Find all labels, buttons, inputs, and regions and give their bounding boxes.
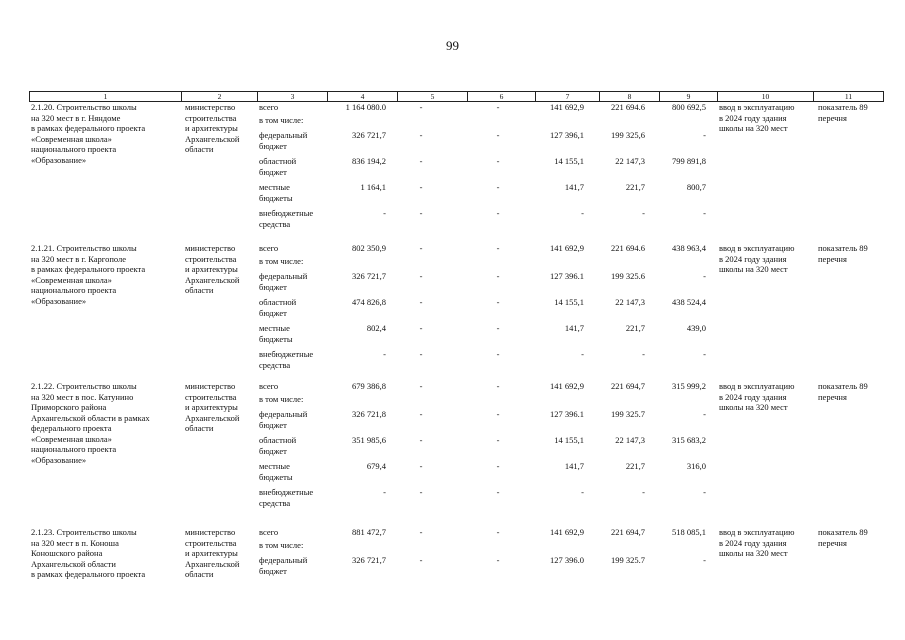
- amount-v9: -: [703, 349, 706, 359]
- entry-result: ввод в эксплуатацию в 2024 году здания школы на 320 мест: [719, 102, 795, 133]
- amount-v8: 199 325.7: [611, 409, 645, 419]
- amount-v9: 800 692,5: [672, 102, 706, 112]
- amount-v9: 315 683,2: [672, 435, 706, 445]
- amount-v8: 199 325.7: [611, 555, 645, 565]
- funding-source-label: федеральный бюджет: [259, 555, 308, 576]
- amount-v8: 22 147,3: [615, 156, 645, 166]
- funding-source-label: федеральный бюджет: [259, 271, 308, 292]
- amount-v4: 326 721,7: [352, 271, 386, 281]
- amount-v7: 127 396.1: [550, 271, 584, 281]
- funding-row: [0, 435, 905, 457]
- amount-v5: -: [419, 208, 423, 218]
- amount-v7: -: [581, 349, 584, 359]
- entry-indicator: показатель 89 перечня: [818, 102, 868, 123]
- amount-v7: 141,7: [564, 461, 584, 471]
- funding-source-label: в том числе:: [259, 256, 304, 266]
- amount-v9: -: [703, 271, 706, 281]
- funding-row: [0, 208, 905, 230]
- entry-indicator: показатель 89 перечня: [818, 527, 868, 548]
- amount-v5: -: [419, 527, 423, 537]
- amount-v5: -: [419, 381, 423, 391]
- amount-v6: -: [496, 381, 500, 391]
- amount-v4: 474 826,8: [352, 297, 386, 307]
- amount-v4: 802 350,9: [352, 243, 386, 253]
- funding-source-label: всего: [259, 527, 279, 537]
- amount-v9: 800,7: [686, 182, 706, 192]
- amount-v8: -: [642, 208, 645, 218]
- amount-v5: -: [419, 297, 423, 307]
- amount-v6: -: [496, 243, 500, 253]
- amount-v6: -: [496, 297, 500, 307]
- amount-v8: 221,7: [625, 323, 645, 333]
- amount-v6: -: [496, 208, 500, 218]
- entry-result: ввод в эксплуатацию в 2024 году здания школы на 320 мест: [719, 381, 795, 412]
- funding-source-label: в том числе:: [259, 115, 304, 125]
- amount-v5: -: [419, 409, 423, 419]
- funding-source-label: областной бюджет: [259, 156, 297, 177]
- entry-executor: министерство строительства и архитектуры Архангельской области: [185, 527, 240, 579]
- header-col-8: 8: [600, 92, 660, 101]
- amount-v7: 141 692,9: [550, 102, 584, 112]
- header-col-9: 9: [660, 92, 718, 101]
- funding-source-label: всего: [259, 243, 279, 253]
- amount-v8: 221,7: [625, 461, 645, 471]
- funding-source-label: местные бюджеты: [259, 182, 293, 203]
- amount-v4: 1 164,1: [360, 182, 386, 192]
- amount-v5: -: [419, 487, 423, 497]
- table-header-row: [29, 91, 884, 102]
- amount-v4: 836 194,2: [352, 156, 386, 166]
- amount-v4: 881 472,7: [352, 527, 386, 537]
- amount-v7: 14 155,1: [554, 435, 584, 445]
- amount-v4: 326 721,7: [352, 555, 386, 565]
- funding-row: [0, 349, 905, 371]
- funding-source-label: внебюджетные средства: [259, 208, 314, 229]
- funding-source-label: областной бюджет: [259, 297, 297, 318]
- amount-v8: 199 325.6: [611, 271, 645, 281]
- funding-source-label: всего: [259, 381, 279, 391]
- amount-v8: 22 147,3: [615, 297, 645, 307]
- amount-v6: -: [496, 409, 500, 419]
- funding-row: [0, 323, 905, 345]
- amount-v6: -: [496, 182, 500, 192]
- amount-v4: 326 721,8: [352, 409, 386, 419]
- header-col-7: 7: [536, 92, 600, 101]
- amount-v8: 221 694,7: [611, 527, 645, 537]
- entry-indicator: показатель 89 перечня: [818, 243, 868, 264]
- amount-v8: -: [642, 349, 645, 359]
- amount-v9: 439,0: [686, 323, 706, 333]
- amount-v5: -: [419, 461, 423, 471]
- entry-executor: министерство строительства и архитектуры Архангельской области: [185, 243, 240, 295]
- funding-row: [0, 297, 905, 319]
- amount-v6: -: [496, 349, 500, 359]
- amount-v6: -: [496, 435, 500, 445]
- funding-row: [0, 271, 905, 293]
- amount-v7: 127 396.0: [550, 555, 584, 565]
- funding-row: [0, 461, 905, 483]
- amount-v4: -: [383, 208, 386, 218]
- amount-v4: -: [383, 349, 386, 359]
- funding-source-label: местные бюджеты: [259, 461, 293, 482]
- funding-source-label: всего: [259, 102, 279, 112]
- amount-v5: -: [419, 271, 423, 281]
- funding-source-label: федеральный бюджет: [259, 130, 308, 151]
- amount-v6: -: [496, 527, 500, 537]
- amount-v7: 141 692,9: [550, 527, 584, 537]
- amount-v9: -: [703, 409, 706, 419]
- header-col-4: 4: [328, 92, 398, 101]
- header-col-1: 1: [30, 92, 182, 101]
- amount-v7: 141,7: [564, 323, 584, 333]
- amount-v7: -: [581, 487, 584, 497]
- amount-v6: -: [496, 156, 500, 166]
- funding-row: [0, 487, 905, 509]
- amount-v7: -: [581, 208, 584, 218]
- amount-v9: -: [703, 208, 706, 218]
- funding-row: [0, 130, 905, 152]
- funding-source-label: федеральный бюджет: [259, 409, 308, 430]
- amount-v7: 127 396.1: [550, 409, 584, 419]
- entry-executor: министерство строительства и архитектуры Архангельской области: [185, 102, 240, 154]
- amount-v5: -: [419, 130, 423, 140]
- amount-v6: -: [496, 555, 500, 565]
- amount-v8: 221 694.6: [611, 102, 645, 112]
- amount-v9: -: [703, 555, 706, 565]
- funding-source-label: областной бюджет: [259, 435, 297, 456]
- entry-description: 2.1.22. Строительство школы на 320 мест в пос. Катунино Приморского района Архангельской области в рамках федерального проекта «Современная школа» национального проекта «Образование»: [31, 381, 150, 465]
- amount-v6: -: [496, 487, 500, 497]
- amount-v7: 141,7: [564, 182, 584, 192]
- amount-v9: 799 891,8: [672, 156, 706, 166]
- header-col-6: 6: [468, 92, 536, 101]
- amount-v9: -: [703, 130, 706, 140]
- funding-source-label: внебюджетные средства: [259, 349, 314, 370]
- amount-v4: 326 721,7: [352, 130, 386, 140]
- amount-v8: 22 147,3: [615, 435, 645, 445]
- header-col-5: 5: [398, 92, 468, 101]
- header-col-2: 2: [182, 92, 258, 101]
- funding-source-label: в том числе:: [259, 394, 304, 404]
- amount-v8: -: [642, 487, 645, 497]
- amount-v6: -: [496, 102, 500, 112]
- amount-v5: -: [419, 555, 423, 565]
- amount-v6: -: [496, 323, 500, 333]
- header-col-3: 3: [258, 92, 328, 101]
- amount-v5: -: [419, 182, 423, 192]
- amount-v9: 438 963,4: [672, 243, 706, 253]
- header-col-11: 11: [844, 92, 853, 101]
- amount-v4: 802,4: [366, 323, 386, 333]
- entry-description: 2.1.20. Строительство школы на 320 мест в г. Няндоме в рамках федерального проекта «Современная школа» национального проекта «Образование»: [31, 102, 146, 165]
- amount-v7: 141 692,9: [550, 243, 584, 253]
- amount-v7: 141 692,9: [550, 381, 584, 391]
- amount-v5: -: [419, 435, 423, 445]
- amount-v9: -: [703, 487, 706, 497]
- amount-v4: -: [383, 487, 386, 497]
- funding-row: [0, 409, 905, 431]
- amount-v8: 221,7: [625, 182, 645, 192]
- entry-indicator: показатель 89 перечня: [818, 381, 868, 402]
- amount-v4: 679 386,8: [352, 381, 386, 391]
- header-col-10: 10: [718, 92, 814, 101]
- amount-v9: 518 085,1: [672, 527, 706, 537]
- funding-source-label: внебюджетные средства: [259, 487, 314, 508]
- amount-v7: 14 155,1: [554, 156, 584, 166]
- amount-v5: -: [419, 323, 423, 333]
- amount-v9: 438 524,4: [672, 297, 706, 307]
- entry-description: 2.1.21. Строительство школы на 320 мест в г. Каргополе в рамках федерального проекта «Современная школа» национального проекта «Образование»: [31, 243, 146, 306]
- funding-row: [0, 555, 905, 577]
- amount-v8: 199 325,6: [611, 130, 645, 140]
- page-number: 99: [446, 38, 459, 53]
- amount-v5: -: [419, 349, 423, 359]
- funding-source-label: местные бюджеты: [259, 323, 293, 344]
- amount-v8: 221 694.6: [611, 243, 645, 253]
- funding-row: [0, 156, 905, 178]
- amount-v4: 679,4: [366, 461, 386, 471]
- entry-executor: министерство строительства и архитектуры Архангельской области: [185, 381, 240, 433]
- amount-v4: 1 164 080.0: [345, 102, 386, 112]
- amount-v5: -: [419, 156, 423, 166]
- funding-source-label: в том числе:: [259, 540, 304, 550]
- entry-description: 2.1.23. Строительство школы на 320 мест в п. Коноша Коношского района Архангельской области в рамках федерального проекта: [31, 527, 146, 579]
- amount-v6: -: [496, 271, 500, 281]
- amount-v4: 351 985,6: [352, 435, 386, 445]
- amount-v7: 14 155,1: [554, 297, 584, 307]
- entry-result: ввод в эксплуатацию в 2024 году здания школы на 320 мест: [719, 243, 795, 274]
- amount-v5: -: [419, 243, 423, 253]
- entry-result: ввод в эксплуатацию в 2024 году здания школы на 320 мест: [719, 527, 795, 558]
- amount-v8: 221 694,7: [611, 381, 645, 391]
- amount-v6: -: [496, 130, 500, 140]
- funding-row: [0, 182, 905, 204]
- amount-v5: -: [419, 102, 423, 112]
- amount-v9: 316,0: [686, 461, 706, 471]
- amount-v6: -: [496, 461, 500, 471]
- amount-v9: 315 999,2: [672, 381, 706, 391]
- amount-v7: 127 396,1: [550, 130, 584, 140]
